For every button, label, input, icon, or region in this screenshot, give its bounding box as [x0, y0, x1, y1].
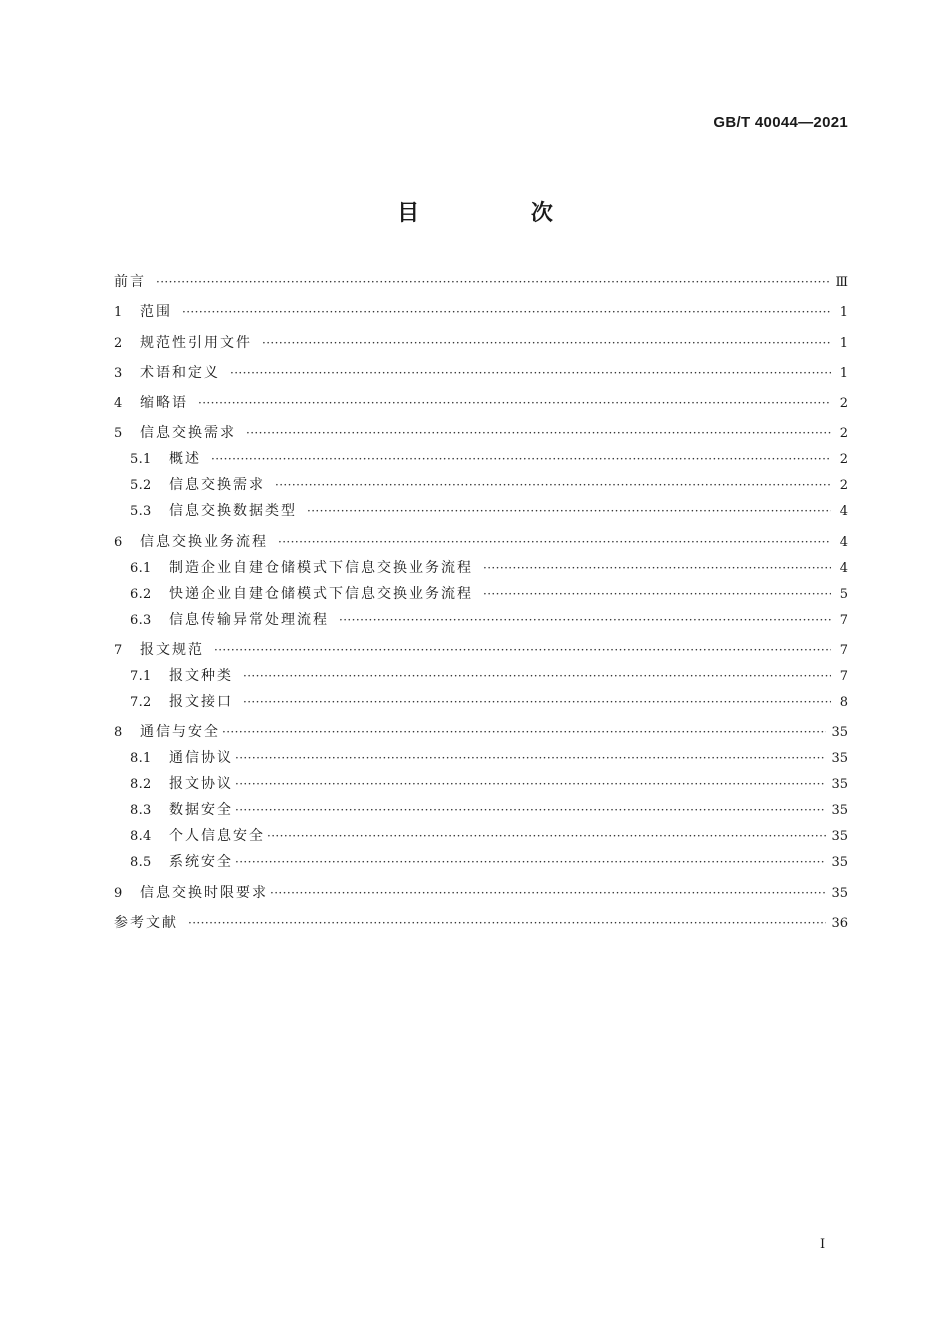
toc-entry[interactable] — [114, 272, 848, 293]
toc-entry-number: 6.3 — [130, 612, 152, 628]
toc-entry-number: 6 — [114, 534, 123, 550]
toc-entry-page: 7 — [839, 612, 848, 628]
toc-entry[interactable] — [114, 363, 848, 384]
dot-leader — [222, 722, 826, 742]
page-title: 目 次 — [397, 201, 605, 226]
toc-entry[interactable] — [114, 584, 848, 605]
toc-entry[interactable] — [114, 532, 848, 553]
toc-entry[interactable] — [114, 692, 848, 713]
toc-entry-label: 报文接口 — [169, 694, 233, 711]
toc-entry[interactable] — [114, 423, 848, 444]
toc-entry[interactable] — [114, 883, 848, 904]
toc-entry-number: 8.3 — [130, 803, 152, 819]
toc-entry-number: 7.2 — [130, 695, 152, 711]
toc-entry-label: 报文种类 — [169, 668, 233, 685]
toc-entry-page: 35 — [831, 725, 848, 741]
toc-entry-label: 缩略语 — [140, 395, 188, 412]
toc-entry[interactable] — [114, 774, 848, 795]
dot-leader — [243, 692, 831, 712]
toc-entry-label: 个人信息安全 — [169, 828, 265, 845]
toc-entry-number: 6.1 — [130, 560, 152, 576]
toc-entry-number: 3 — [114, 365, 123, 381]
toc-entry-page: 35 — [831, 803, 848, 819]
toc-entry-label: 信息交换需求 — [140, 425, 236, 442]
dot-leader — [235, 774, 826, 794]
toc-entry-number: 2 — [114, 335, 123, 351]
toc-entry-page: 36 — [831, 915, 848, 931]
dot-leader — [235, 800, 826, 820]
toc-entry-label: 信息交换需求 — [169, 477, 265, 494]
toc-entry-label: 规范性引用文件 — [140, 334, 252, 351]
toc-entry-label: 制造企业自建仓储模式下信息交换业务流程 — [169, 559, 473, 576]
toc-entry-number: 5 — [114, 426, 123, 442]
toc-entry-page: 8 — [839, 695, 848, 711]
toc-entry[interactable] — [114, 449, 848, 470]
dot-leader — [278, 532, 831, 552]
toc-entry-page: Ⅲ — [835, 275, 848, 290]
table-of-contents — [114, 272, 848, 934]
dot-leader — [230, 363, 831, 383]
dot-leader — [483, 558, 831, 578]
toc-entry-page: 2 — [839, 452, 848, 468]
toc-entry-label: 范围 — [140, 304, 172, 321]
toc-entry-page: 4 — [839, 560, 848, 576]
toc-entry-label: 报文规范 — [140, 642, 204, 659]
dot-leader — [307, 501, 831, 521]
dot-leader — [211, 449, 831, 469]
standard-number: GB/T 40044—2021 — [713, 114, 848, 131]
toc-entry[interactable] — [114, 302, 848, 323]
toc-entry-label: 快递企业自建仓储模式下信息交换业务流程 — [169, 585, 473, 602]
toc-entry[interactable] — [114, 722, 848, 743]
dot-leader — [182, 302, 831, 322]
toc-entry[interactable] — [114, 800, 848, 821]
toc-entry-label: 参考文献 — [114, 914, 178, 931]
toc-entry[interactable] — [114, 913, 848, 934]
toc-entry-label: 信息传输异常处理流程 — [169, 611, 329, 628]
toc-entry-page: 2 — [839, 396, 848, 412]
toc-entry-label: 概述 — [169, 451, 201, 468]
dot-leader — [188, 913, 826, 933]
toc-entry-page: 35 — [831, 751, 848, 767]
dot-leader — [235, 852, 826, 872]
toc-entry-label: 通信与安全 — [140, 724, 220, 741]
toc-entry-number: 8.1 — [130, 751, 152, 767]
toc-entry-number: 6.2 — [130, 586, 152, 602]
toc-entry-label: 报文协议 — [169, 776, 233, 793]
toc-entry[interactable] — [114, 475, 848, 496]
toc-entry[interactable] — [114, 333, 848, 354]
toc-entry-page: 4 — [839, 534, 848, 550]
dot-leader — [243, 666, 831, 686]
toc-entry[interactable] — [114, 852, 848, 873]
toc-entry-number: 4 — [114, 396, 123, 412]
toc-entry-number: 8.5 — [130, 855, 152, 871]
toc-entry[interactable] — [114, 640, 848, 661]
toc-entry-page: 35 — [831, 829, 848, 845]
toc-entry-label: 通信协议 — [169, 750, 233, 767]
toc-entry-page: 1 — [839, 305, 848, 321]
dot-leader — [483, 584, 831, 604]
toc-entry[interactable] — [114, 501, 848, 522]
toc-entry-number: 7.1 — [130, 669, 152, 685]
toc-entry[interactable] — [114, 826, 848, 847]
toc-entry-number: 5.1 — [130, 452, 152, 468]
dot-leader — [214, 640, 831, 660]
toc-entry-page: 1 — [839, 365, 848, 381]
dot-leader — [270, 883, 826, 903]
toc-entry-page: 5 — [839, 586, 848, 602]
toc-entry-page: 7 — [839, 643, 848, 659]
toc-entry-number: 9 — [114, 885, 123, 901]
toc-entry-page: 4 — [839, 504, 848, 520]
dot-leader — [275, 475, 831, 495]
toc-entry-label: 前言 — [114, 274, 146, 290]
dot-leader — [339, 610, 831, 630]
toc-entry[interactable] — [114, 610, 848, 631]
toc-entry-page: 1 — [839, 335, 848, 351]
toc-entry-label: 信息交换业务流程 — [140, 533, 268, 550]
toc-entry-page: 2 — [839, 426, 848, 442]
toc-entry-label: 术语和定义 — [140, 364, 220, 381]
toc-entry-label: 信息交换数据类型 — [169, 503, 297, 520]
dot-leader — [235, 748, 826, 768]
page-number: Ⅰ — [820, 1237, 826, 1252]
toc-entry-number: 5.3 — [130, 504, 152, 520]
toc-entry-number: 8.4 — [130, 829, 152, 845]
toc-entry-page: 2 — [839, 478, 848, 494]
dot-leader — [267, 826, 826, 846]
toc-entry-label: 系统安全 — [169, 854, 233, 871]
toc-entry-page: 35 — [831, 777, 848, 793]
toc-entry-number: 5.2 — [130, 478, 152, 494]
dot-leader — [156, 272, 830, 292]
dot-leader — [262, 333, 831, 353]
toc-entry[interactable] — [114, 393, 848, 414]
toc-entry-page: 35 — [831, 885, 848, 901]
toc-entry[interactable] — [114, 558, 848, 579]
dot-leader — [246, 423, 831, 443]
toc-entry-page: 7 — [839, 669, 848, 685]
toc-entry-number: 1 — [114, 305, 123, 321]
dot-leader — [198, 393, 831, 413]
toc-entry-number: 8.2 — [130, 777, 152, 793]
toc-entry-label: 信息交换时限要求 — [140, 884, 268, 901]
toc-entry-label: 数据安全 — [169, 802, 233, 819]
toc-entry-number: 8 — [114, 725, 123, 741]
toc-entry-number: 7 — [114, 643, 123, 659]
toc-entry[interactable] — [114, 666, 848, 687]
toc-entry-page: 35 — [831, 855, 848, 871]
toc-entry[interactable] — [114, 748, 848, 769]
